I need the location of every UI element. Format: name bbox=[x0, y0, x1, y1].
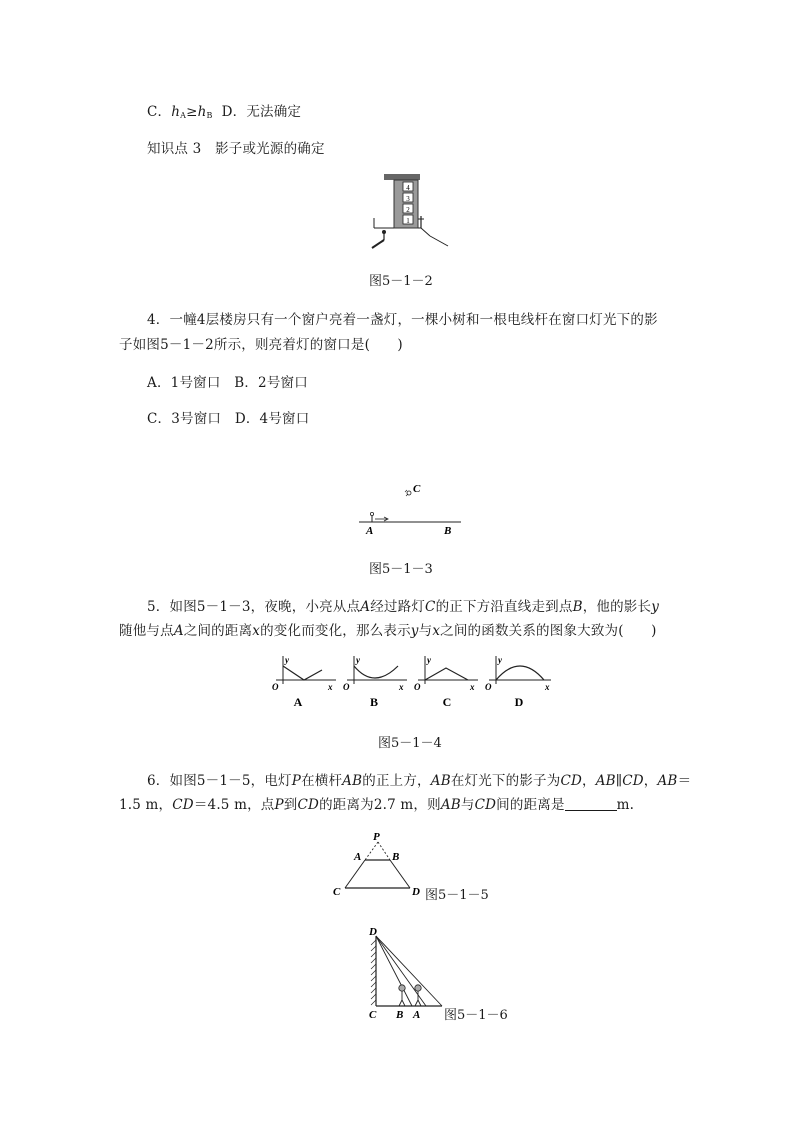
ray-pa bbox=[365, 842, 378, 860]
q6-text-2g: m. bbox=[616, 797, 635, 813]
graph-a-origin: O bbox=[272, 682, 279, 692]
option-c-relation: ≥h bbox=[186, 104, 207, 120]
graph-a-curve bbox=[283, 666, 322, 680]
caption-5-1-6: 图5－1－6 bbox=[444, 1008, 508, 1023]
q4-line1: 4．一幢4层楼房只有一个窗户亮着一盏灯，一棵小树和一根电线杆在窗口灯光下的影 bbox=[147, 312, 658, 328]
q3-options-cd bbox=[147, 100, 301, 120]
graph-a bbox=[272, 655, 336, 709]
graph-c-x-label: x bbox=[470, 682, 475, 692]
graph-b-x-label: x bbox=[399, 682, 404, 692]
person-a-head bbox=[415, 985, 421, 991]
caption-5-1-2: 图5－1－2 bbox=[369, 274, 433, 289]
walker-head bbox=[370, 512, 373, 515]
q6-text-1h: ＝ bbox=[677, 773, 692, 789]
q6-text-2b: ＝4.5 m，点 bbox=[193, 797, 275, 813]
lamp-rays bbox=[405, 490, 408, 496]
graph-a-y-label: y bbox=[285, 655, 289, 665]
q6-var-cd: CD bbox=[560, 773, 582, 789]
caption-5-1-3: 图5－1－3 bbox=[369, 562, 433, 577]
option-c-sub-a: A bbox=[180, 111, 187, 120]
label-b: B bbox=[396, 1009, 404, 1021]
ray-to-a bbox=[376, 936, 412, 1006]
window-2-label: 2 bbox=[406, 206, 410, 214]
building-roof bbox=[384, 174, 420, 180]
q6-var-ab5: AB bbox=[440, 797, 461, 813]
window-1-label: 1 bbox=[406, 217, 410, 225]
figure-5-1-3 bbox=[355, 476, 470, 545]
graph-a-x-label: x bbox=[328, 682, 333, 692]
q6-text-1e: ， bbox=[582, 773, 596, 789]
q5-text-2b: 之间的距离 bbox=[183, 623, 253, 639]
figure-5-1-6 bbox=[362, 922, 447, 1026]
graph-c-origin: O bbox=[414, 682, 421, 692]
figure-5-1-4 bbox=[268, 652, 558, 716]
label-b: B bbox=[392, 851, 400, 863]
graph-a-label: A bbox=[293, 695, 303, 709]
tree-crown bbox=[382, 230, 386, 234]
wall-hatch bbox=[371, 940, 376, 1005]
graph-d-curve bbox=[496, 666, 544, 680]
window-4-label: 4 bbox=[406, 184, 410, 192]
label-p: P bbox=[373, 831, 380, 843]
q6-text-2c: 到 bbox=[283, 797, 298, 813]
label-b: B bbox=[444, 525, 452, 537]
graph-b-curve bbox=[354, 666, 398, 678]
q6-text-2e: 与 bbox=[460, 797, 475, 813]
q6-var-ab: AB bbox=[342, 773, 363, 789]
q5-text-2d: 与 bbox=[418, 623, 433, 639]
graph-d-y-label: y bbox=[498, 655, 502, 665]
q6-text-2f: 间的距离是 bbox=[496, 797, 565, 813]
q6-text-1b: 在横杆 bbox=[301, 773, 343, 789]
q5-var-y2: y bbox=[410, 623, 419, 639]
graph-c-label: C bbox=[442, 695, 452, 709]
q6-var-cd2: CD bbox=[622, 773, 644, 789]
q5-var-y: y bbox=[651, 599, 660, 615]
q6-text-1c: 的正上方， bbox=[362, 773, 431, 789]
tree-shadow bbox=[372, 240, 384, 248]
figure-5-1-5 bbox=[328, 828, 428, 904]
q5-text-1c: 的正下方沿直线走到点 bbox=[435, 599, 573, 615]
section-title: 知识点 3 影子或光源的确定 bbox=[147, 141, 325, 157]
graph-c-curve bbox=[425, 668, 468, 680]
q6-text-2d: 的距离为2.7 m，则 bbox=[319, 797, 441, 813]
label-d: D bbox=[369, 926, 377, 938]
graph-d bbox=[485, 655, 551, 709]
q5-text-1a: 5．如图5－1－3，夜晚，小亮从点 bbox=[147, 599, 361, 615]
answer-blank[interactable] bbox=[565, 798, 617, 811]
graph-b-origin: O bbox=[343, 682, 350, 692]
graph-b bbox=[343, 655, 407, 709]
q5-var-a: A bbox=[360, 599, 371, 615]
graph-d-label: D bbox=[514, 695, 524, 709]
figure-5-1-2 bbox=[362, 170, 462, 264]
q5-text-2a: 随他与点 bbox=[119, 623, 174, 639]
q6-var-p2: P bbox=[274, 797, 284, 813]
q5-var-a2: A bbox=[173, 623, 184, 639]
label-a: A bbox=[413, 1009, 421, 1021]
q6-var-cd5: CD bbox=[474, 797, 497, 813]
q6-var-ab2: AB bbox=[430, 773, 451, 789]
option-c-label: C． bbox=[147, 104, 172, 120]
caption-5-1-5: 图5－1－5 bbox=[425, 888, 489, 903]
q4-options-row2: C．3号窗口 D．4号窗口 bbox=[147, 411, 310, 427]
ray-far bbox=[376, 936, 442, 1006]
label-c: C bbox=[333, 886, 341, 898]
q6-var-ab4: AB bbox=[657, 773, 678, 789]
q6-text-1a: 6．如图5－1－5，电灯 bbox=[147, 773, 292, 789]
label-d: D bbox=[412, 886, 420, 898]
option-d: D．无法确定 bbox=[221, 104, 302, 120]
ray-beyond-a bbox=[376, 936, 426, 1006]
ray-bd bbox=[390, 860, 410, 888]
graph-c-y-label: y bbox=[427, 655, 431, 665]
label-c: C bbox=[369, 1009, 377, 1021]
q5-var-x: x bbox=[252, 623, 261, 639]
graph-c bbox=[414, 655, 478, 709]
q5-text-1d: ，他的影长 bbox=[582, 599, 652, 615]
q6-var-p: P bbox=[291, 773, 302, 789]
q5-line2 bbox=[119, 619, 657, 639]
q6-var-ab3: AB bbox=[595, 773, 616, 789]
person-b-legs bbox=[399, 1000, 405, 1006]
pole-shadow bbox=[430, 236, 448, 246]
q4-options-row1: A．1号窗口 B．2号窗口 bbox=[147, 375, 308, 391]
q6-line2 bbox=[119, 793, 634, 813]
label-c: C bbox=[413, 483, 421, 495]
q6-text-1d: 在灯光下的影子为 bbox=[450, 773, 561, 789]
window-3-label: 3 bbox=[406, 195, 410, 203]
q6-var-cd3: CD bbox=[172, 797, 194, 813]
q6-line1 bbox=[147, 769, 691, 789]
q5-text-2c: 的变化而变化，那么表示 bbox=[260, 623, 411, 639]
q6-parallel: ∥ bbox=[615, 773, 623, 789]
q4-line2: 子如图5－1－2所示，则亮着灯的窗口是( ) bbox=[119, 337, 403, 353]
option-c-sub-b: B bbox=[206, 111, 213, 120]
graph-d-origin: O bbox=[485, 682, 492, 692]
q6-var-cd4: CD bbox=[297, 797, 320, 813]
ray-ac bbox=[345, 860, 365, 888]
q6-text-2a: 1.5 m， bbox=[119, 797, 173, 813]
ray-pb bbox=[378, 842, 390, 860]
q5-var-x2: x bbox=[432, 623, 441, 639]
ground-right bbox=[421, 228, 430, 236]
label-a: A bbox=[354, 851, 362, 863]
q5-line1 bbox=[147, 595, 659, 615]
q5-var-c: C bbox=[425, 599, 436, 615]
graph-d-x-label: x bbox=[545, 682, 550, 692]
person-b-head bbox=[399, 985, 405, 991]
label-a: A bbox=[366, 525, 374, 537]
person-a-legs bbox=[415, 1000, 421, 1006]
option-c-h: h bbox=[171, 104, 181, 120]
q6-text-1g: ， bbox=[643, 773, 658, 789]
q5-text-1b: 经过路灯 bbox=[370, 599, 426, 615]
q5-text-2e: 之间的函数关系的图象大致为( ) bbox=[440, 623, 657, 639]
graph-b-y-label: y bbox=[356, 655, 360, 665]
graph-b-label: B bbox=[369, 695, 379, 709]
q5-var-b: B bbox=[572, 599, 583, 615]
caption-5-1-4: 图5－1－4 bbox=[378, 736, 442, 751]
